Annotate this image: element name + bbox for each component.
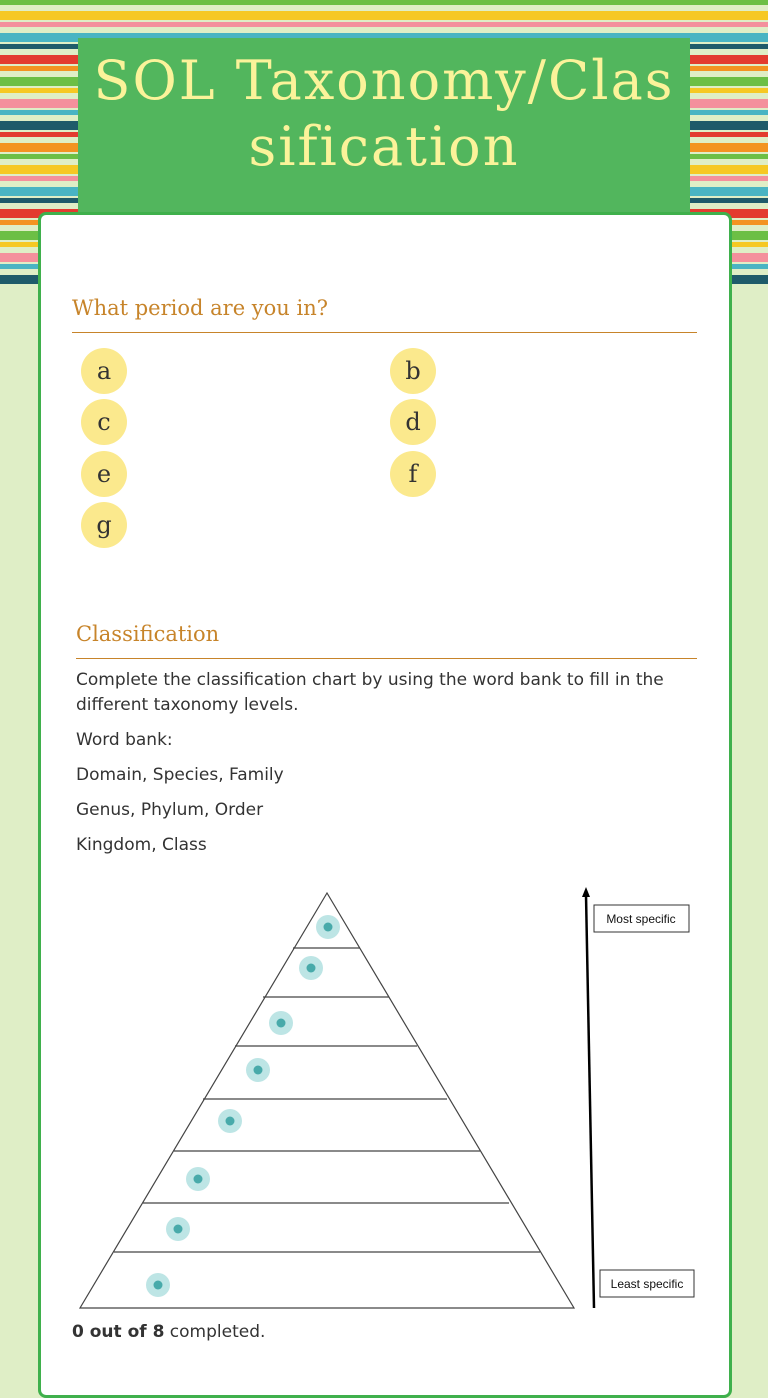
- progress-status: [72, 1322, 265, 1342]
- title-banner: [78, 38, 690, 238]
- drop-zone-hotspot[interactable]: [166, 1217, 190, 1241]
- option-badge: e: [81, 451, 127, 497]
- option-badge: c: [81, 399, 127, 445]
- word-bank-line: Domain, Species, Family: [76, 765, 284, 785]
- word-bank-label: Word bank:: [76, 730, 173, 750]
- drop-zone-hotspot[interactable]: [218, 1109, 242, 1133]
- option-badge: f: [390, 451, 436, 497]
- least-specific-label: Least specific: [610, 1277, 684, 1291]
- instructions-text: Complete the classification chart by using the word bank to fill in the different taxonomy levels.: [76, 670, 664, 715]
- word-bank-line: Genus, Phylum, Order: [76, 800, 264, 820]
- option-badge: d: [390, 399, 436, 445]
- option-badge: b: [390, 348, 436, 394]
- period-option-g[interactable]: [81, 502, 127, 548]
- drop-zone-hotspot[interactable]: [146, 1273, 170, 1297]
- drop-zone-hotspot[interactable]: [246, 1058, 270, 1082]
- period-option-f[interactable]: [390, 451, 436, 497]
- page-title: SOL Taxonomy/Classification: [93, 49, 675, 178]
- period-option-c[interactable]: [81, 399, 127, 445]
- word-bank-line: Kingdom, Class: [76, 835, 207, 855]
- period-option-b[interactable]: [390, 348, 436, 394]
- progress-suffix: completed.: [164, 1322, 266, 1342]
- drop-zone-hotspot[interactable]: [269, 1011, 293, 1035]
- period-option-e[interactable]: [81, 451, 127, 497]
- period-heading: What period are you in?: [72, 296, 328, 320]
- drop-zone-hotspot[interactable]: [186, 1167, 210, 1191]
- period-option-d[interactable]: [390, 399, 436, 445]
- period-divider: [72, 332, 697, 333]
- most-specific-label: Most specific: [606, 912, 676, 926]
- option-badge: a: [81, 348, 127, 394]
- classification-heading: Classification: [76, 622, 220, 646]
- progress-count: 0 out of 8: [72, 1322, 165, 1342]
- drop-zone-hotspot[interactable]: [299, 956, 323, 980]
- arrow-head-icon: [582, 887, 590, 897]
- taxonomy-pyramid-diagram: [0, 870, 768, 1320]
- classification-divider: [76, 658, 697, 659]
- option-badge: g: [81, 502, 127, 548]
- drop-zone-hotspot[interactable]: [316, 915, 340, 939]
- specificity-arrow: [586, 895, 594, 1308]
- period-option-a[interactable]: [81, 348, 127, 394]
